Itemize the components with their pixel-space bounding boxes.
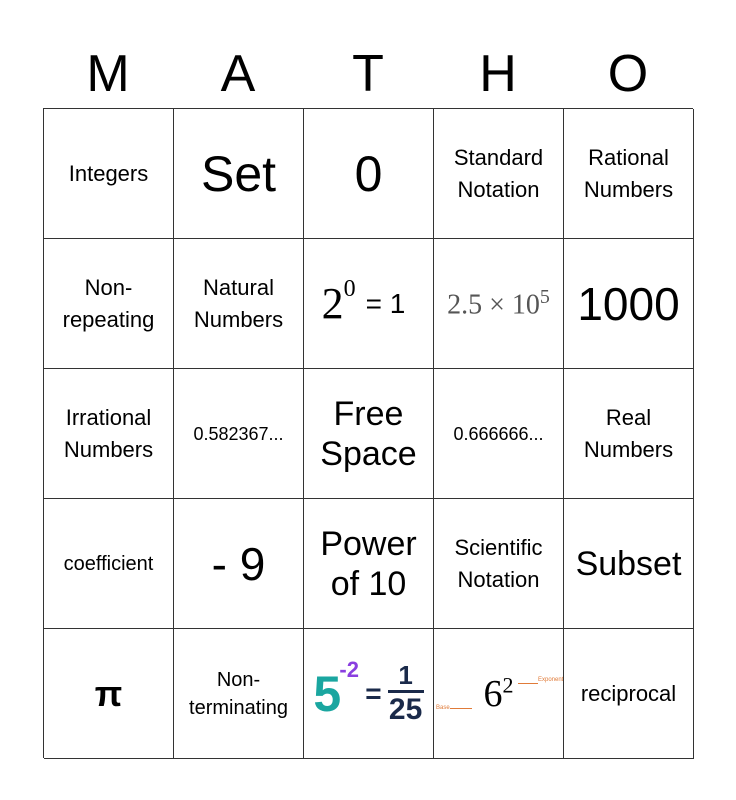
cell-repeating-decimal[interactable]: [434, 369, 564, 499]
cell-two-to-zero[interactable]: [304, 239, 434, 369]
cell-text: 0.582367...: [193, 423, 284, 444]
cell-text: Subset: [575, 544, 682, 583]
cell-real-numbers[interactable]: [564, 369, 694, 499]
cell-set[interactable]: [174, 109, 304, 239]
sci-expression: [447, 286, 550, 321]
cell-text: Non- terminating: [189, 668, 288, 719]
cell-text: Rational Numbers: [583, 144, 674, 202]
header-letter-m: M: [86, 45, 130, 103]
cell-text: coefficient: [63, 552, 154, 575]
example-exponent: 2: [502, 671, 514, 697]
neg-exp-base-digit: 5: [313, 665, 342, 722]
header-letter-o: O: [607, 45, 649, 103]
cell-non-terminating[interactable]: [174, 629, 304, 759]
neg-exp-base: [313, 656, 359, 723]
power-result: = 1: [365, 287, 406, 319]
cell-scientific-notation[interactable]: [434, 499, 564, 629]
cell-text: Power of 10: [320, 524, 417, 603]
cell-text: π: [94, 672, 123, 714]
sci-exponent: 5: [539, 285, 550, 308]
neg-exp-equals: =: [365, 677, 382, 709]
cell-irrational-decimal[interactable]: [174, 369, 304, 499]
cell-text: Non- repeating: [62, 274, 155, 332]
cell-text: 1000: [577, 277, 680, 330]
cell-zero[interactable]: [304, 109, 434, 239]
cell-text: Standard Notation: [453, 144, 544, 202]
base-arrow: [450, 708, 472, 709]
bingo-grid: [43, 108, 693, 758]
header-letter-a: A: [220, 45, 256, 103]
cell-text: 0: [354, 145, 383, 202]
bingo-header: [43, 40, 693, 108]
power-expression: [322, 278, 356, 329]
neg-exp-fraction: [388, 660, 424, 727]
cell-irrational-numbers[interactable]: [44, 369, 174, 499]
cell-text: - 9: [211, 537, 266, 590]
cell-reciprocal[interactable]: [564, 629, 694, 759]
cell-coefficient[interactable]: [44, 499, 174, 629]
example-base: 6: [483, 672, 503, 715]
cell-integers[interactable]: [44, 109, 174, 239]
cell-text: Set: [200, 145, 277, 202]
cell-non-repeating[interactable]: [44, 239, 174, 369]
exponent-label: Exponent: [538, 677, 564, 683]
cell-pi[interactable]: [44, 629, 174, 759]
neg-exp-exponent: -2: [339, 656, 359, 682]
cell-text: 0.666666...: [453, 423, 544, 444]
power-exponent: 0: [343, 276, 356, 303]
sci-mantissa: 2.5 × 10: [447, 289, 540, 321]
cell-text: Real Numbers: [583, 404, 674, 462]
cell-subset[interactable]: [564, 499, 694, 629]
header-letter-t: T: [352, 45, 384, 103]
cell-text: Free Space: [320, 394, 417, 473]
cell-text: reciprocal: [580, 680, 677, 706]
cell-text: Natural Numbers: [193, 274, 284, 332]
base-label: Base: [436, 705, 450, 711]
cell-rational-numbers[interactable]: [564, 109, 694, 239]
cell-base-exponent[interactable]: [434, 629, 564, 759]
cell-standard-notation[interactable]: [434, 109, 564, 239]
base-exponent-expression: [484, 672, 514, 716]
fraction-numerator: 1: [398, 660, 413, 690]
power-base: 2: [321, 279, 344, 328]
cell-free-space[interactable]: [304, 369, 434, 499]
negative-exponent-expression: [313, 656, 423, 727]
cell-text: Scientific Notation: [454, 534, 543, 592]
cell-negative-exponent[interactable]: [304, 629, 434, 759]
cell-negative-nine[interactable]: [174, 499, 304, 629]
exponent-arrow: [518, 683, 538, 684]
cell-text: Integers: [68, 160, 149, 186]
fraction-denominator: 25: [388, 693, 423, 726]
cell-1000[interactable]: [564, 239, 694, 369]
header-letter-h: H: [479, 45, 517, 103]
cell-natural-numbers[interactable]: [174, 239, 304, 369]
cell-power-of-ten[interactable]: [304, 499, 434, 629]
cell-scientific-example[interactable]: [434, 239, 564, 369]
cell-text: Irrational Numbers: [63, 404, 154, 462]
